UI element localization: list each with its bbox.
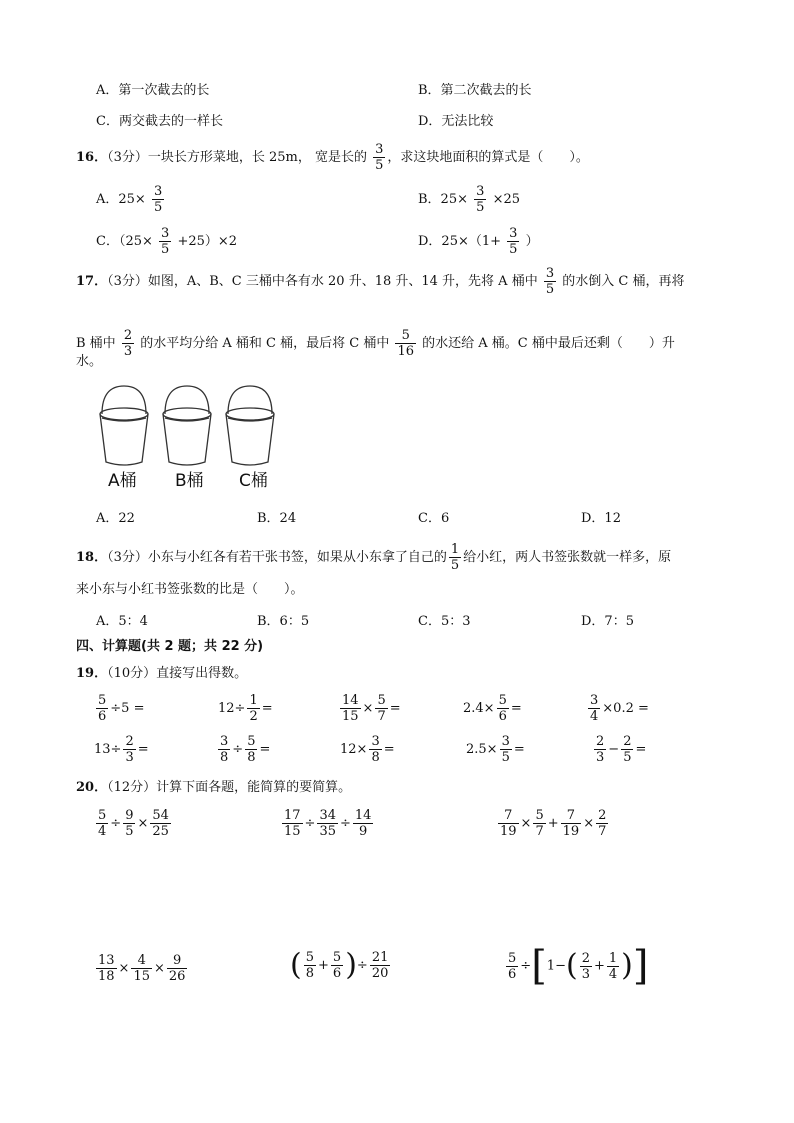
fraction: $\frac{2}{3}$ <box>581 950 590 982</box>
fraction: $\frac{3}{8}$ <box>371 734 380 765</box>
fraction: $\frac{54}{25}$ <box>152 808 169 839</box>
q17-option-b: B．24 <box>257 511 297 526</box>
q16-text-a: （3分）一块长方形菜地，长 25m， 宽是长的 <box>107 150 367 165</box>
fraction: $\frac{9}{26}$ <box>168 953 186 984</box>
q15-option-c: C．两交截去的一样长 <box>96 114 223 129</box>
fraction: $\frac{2}{3}$ <box>123 328 133 359</box>
fraction: $\frac{14}{9}$ <box>354 808 372 839</box>
q17-number: 17． <box>76 274 108 289</box>
fraction: $\frac{5}{7}$ <box>377 693 386 724</box>
fraction: $\frac{21}{20}$ <box>371 950 389 981</box>
q20-expression-5: ( $\frac{5}{8}$ + $\frac{5}{6}$ )÷ $\frac{21}{20}$ <box>290 947 389 983</box>
bucket-label-c: C桶 <box>239 471 268 491</box>
q15-option-a: A．第一次截去的长 <box>96 83 210 98</box>
fraction: $\frac{3}{8}$ <box>220 734 229 765</box>
fraction: $\frac{1}{5}$ <box>450 542 460 573</box>
q17-option-d: D．12 <box>581 511 621 526</box>
fraction: $\frac{3}{5}$ <box>161 226 170 257</box>
q20-stem: 20．（12分）计算下面各题，能简算的要简算。 <box>76 780 352 795</box>
q19-item: 2.5× $\frac{3}{5}$ = <box>466 734 525 765</box>
q19-item: $\frac{3}{8}$ ÷ $\frac{5}{8}$ = <box>220 734 271 765</box>
fraction: $\frac{3}{5}$ <box>509 226 518 257</box>
q16-option-c: C．（25× $\frac{3}{5}$ +25）×2 <box>96 226 238 257</box>
q18-option-a: A．5：4 <box>96 614 148 629</box>
bucket-c <box>226 386 274 465</box>
fraction: $\frac{5}{6}$ <box>508 950 517 982</box>
q20-expression-6: $\frac{5}{6}$ ÷[1−( $\frac{2}{3}$ + $\frac{1}{4}$ )] <box>508 943 649 989</box>
q19-item: $\frac{5}{6}$ ÷5 = <box>98 693 145 724</box>
q20-expression-1: $\frac{5}{4}$ ÷ $\frac{9}{5}$ × $\frac{54}{25}$ <box>98 808 169 839</box>
fraction: $\frac{2}{7}$ <box>598 808 607 839</box>
q19-item: $\frac{2}{3}$ − $\frac{2}{5}$ = <box>596 734 647 765</box>
fraction: $\frac{17}{15}$ <box>284 808 301 839</box>
q16-option-b: B．25× $\frac{3}{5}$ ×25 <box>418 184 520 215</box>
fraction: $\frac{5}{8}$ <box>247 734 256 765</box>
fraction: $\frac{2}{3}$ <box>125 734 134 765</box>
fraction: $\frac{3}{4}$ <box>590 693 599 724</box>
fraction: $\frac{5}{6}$ <box>498 693 507 724</box>
q16-text-b: ，求这块地面积的算式是（ ）。 <box>387 150 589 165</box>
q18-stem-line2: 来小东与小红书签张数的比是（ ）。 <box>76 582 304 597</box>
bucket-a <box>100 386 148 465</box>
q19-item: $\frac{3}{4}$ ×0.2 = <box>590 693 649 724</box>
fraction: $\frac{7}{19}$ <box>562 808 580 839</box>
q16-number: 16． <box>76 150 108 165</box>
q19-number: 19． <box>76 666 108 681</box>
fraction: $\frac{5}{16}$ <box>397 328 415 359</box>
q15-option-d: D．无法比较 <box>418 114 494 129</box>
fraction: $\frac{4}{15}$ <box>133 953 150 984</box>
q15-option-b: B．第二次截去的长 <box>418 83 532 98</box>
fraction: $\frac{2}{3}$ <box>596 734 605 765</box>
fraction: $\frac{5}{7}$ <box>535 808 544 839</box>
fraction: $\frac{3}{5}$ <box>375 142 384 173</box>
q16-stem <box>76 142 589 173</box>
q18-number: 18． <box>76 550 108 565</box>
fraction: $\frac{1}{4}$ <box>608 950 618 982</box>
q19-item: $\frac{14}{15}$ × $\frac{5}{7}$ = <box>342 693 401 724</box>
q20-expression-3: $\frac{7}{19}$ × $\frac{5}{7}$ + $\frac{7}{19}$ × $\frac{2}{7}$ <box>500 808 607 839</box>
fraction: $\frac{3}{5}$ <box>153 184 163 215</box>
fraction: $\frac{1}{2}$ <box>249 693 258 724</box>
q18-stem-line1: 18．（3分）小东与小红各有若干张书签，如果从小东拿了自己的 $\frac{1}{5}$ 给小红，两人书签张数就一样多，原 <box>76 542 672 573</box>
fraction: $\frac{2}{5}$ <box>623 734 632 765</box>
q17-stem-line3: 水。 <box>76 354 103 369</box>
fraction: $\frac{3}{5}$ <box>501 734 510 765</box>
q18-option-b: B．6：5 <box>257 614 310 629</box>
fraction: $\frac{5}{6}$ <box>98 693 107 724</box>
q17-option-a: A．22 <box>96 511 135 526</box>
fraction: $\frac{7}{19}$ <box>500 808 517 839</box>
q18-option-c: C．5：3 <box>418 614 471 629</box>
q20-expression-4: $\frac{13}{18}$ × $\frac{4}{15}$ × $\frac{9}{26}$ <box>98 953 186 984</box>
q17-stem-line1: 17．（3分）如图，A、B、C 三桶中各有水 20 升、18 升、14 升，先将 A 桶中 $\frac{3}{5}$ 的水倒入 C 桶，再将 <box>76 266 685 297</box>
q20-expression-2: $\frac{17}{15}$ ÷ $\frac{34}{35}$ ÷ $\frac{14}{9}$ <box>284 808 372 839</box>
q17-option-c: C．6 <box>418 511 450 526</box>
fraction: $\frac{3}{5}$ <box>476 184 485 215</box>
q16-option-d: D．25×（1+ $\frac{3}{5}$ ） <box>418 226 539 257</box>
fraction: $\frac{13}{18}$ <box>98 953 115 984</box>
q20-number: 20． <box>76 780 108 795</box>
bucket-b <box>163 386 211 465</box>
fraction: $\frac{3}{5}$ <box>545 266 555 297</box>
fraction: $\frac{5}{6}$ <box>332 950 342 981</box>
fraction: $\frac{9}{5}$ <box>125 808 134 839</box>
q19-stem: 19．（10分）直接写出得数。 <box>76 666 248 681</box>
section-title: 四、计算题(共 2 题；共 22 分) <box>76 639 264 654</box>
q19-item: 12× $\frac{3}{8}$ = <box>340 734 395 765</box>
fraction: $\frac{5}{4}$ <box>98 808 107 839</box>
fraction: $\frac{14}{15}$ <box>342 693 359 724</box>
q19-item: 13÷ $\frac{2}{3}$ = <box>94 734 149 765</box>
fraction: $\frac{34}{35}$ <box>319 808 336 839</box>
q17-stem-line2: B 桶中 $\frac{2}{3}$ 的水平均分给 A 桶和 C 桶，最后将 C 桶中 $\frac{5}{16}$ 的水还给 A 桶。C 桶中最后还剩（ ）升 <box>76 328 675 359</box>
q18-option-d: D．7：5 <box>581 614 634 629</box>
bucket-label-a: A桶 <box>108 471 137 491</box>
bucket-label-b: B桶 <box>175 471 204 491</box>
q19-item: 2.4× $\frac{5}{6}$ = <box>463 693 522 724</box>
q19-item: 12÷ $\frac{1}{2}$ = <box>218 693 273 724</box>
q16-option-a: A．25× $\frac{3}{5}$ <box>96 184 163 215</box>
fraction: $\frac{5}{8}$ <box>305 950 314 981</box>
